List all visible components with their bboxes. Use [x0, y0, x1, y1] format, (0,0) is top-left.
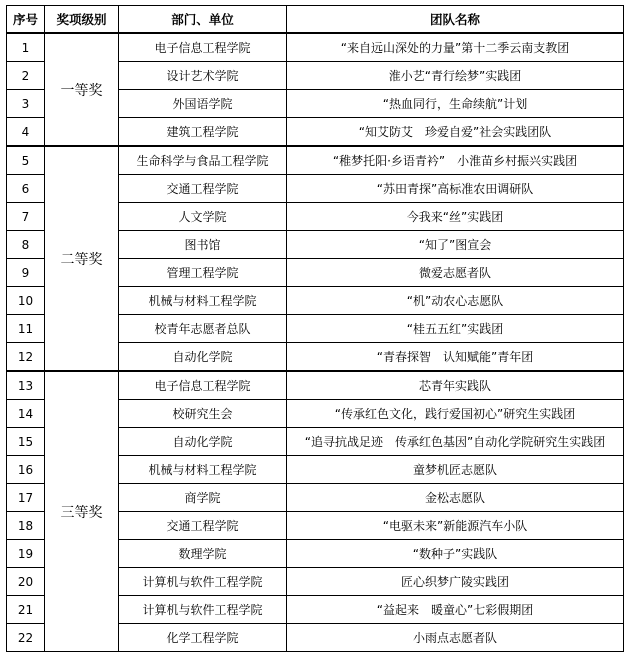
row-index: 13 — [7, 371, 45, 400]
row-index: 19 — [7, 540, 45, 568]
row-department: 自动化学院 — [119, 343, 287, 372]
row-department: 校青年志愿者总队 — [119, 315, 287, 343]
row-department: 管理工程学院 — [119, 259, 287, 287]
row-team-name: “桂五五红”实践团 — [287, 315, 624, 343]
row-department: 校研究生会 — [119, 400, 287, 428]
row-index: 18 — [7, 512, 45, 540]
row-department: 商学院 — [119, 484, 287, 512]
row-index: 17 — [7, 484, 45, 512]
table-row — [7, 33, 624, 62]
row-department: 数理学院 — [119, 540, 287, 568]
row-index: 9 — [7, 259, 45, 287]
row-team-name: 今我来“丝”实践团 — [287, 203, 624, 231]
row-index: 7 — [7, 203, 45, 231]
row-team-name: “热血同行，生命续航”计划 — [287, 90, 624, 118]
row-index: 14 — [7, 400, 45, 428]
row-team-name: “机”动农心志愿队 — [287, 287, 624, 315]
row-index: 4 — [7, 118, 45, 147]
row-team-name: “知了”图宣会 — [287, 231, 624, 259]
award-table — [6, 5, 624, 652]
table-row — [7, 146, 624, 175]
row-department: 图书馆 — [119, 231, 287, 259]
row-team-name: 童梦机匠志愿队 — [287, 456, 624, 484]
row-team-name: 小雨点志愿者队 — [287, 624, 624, 652]
row-team-name: “苏田青探”高标准农田调研队 — [287, 175, 624, 203]
row-team-name: “青春探智 认知赋能”青年团 — [287, 343, 624, 372]
row-department: 自动化学院 — [119, 428, 287, 456]
row-department: 生命科学与食品工程学院 — [119, 146, 287, 175]
row-team-name: 淮小艺“青行绘梦”实践团 — [287, 62, 624, 90]
row-team-name: “益起来 暖童心”七彩假期团 — [287, 596, 624, 624]
row-index: 22 — [7, 624, 45, 652]
row-index: 3 — [7, 90, 45, 118]
row-index: 12 — [7, 343, 45, 372]
row-index: 5 — [7, 146, 45, 175]
row-team-name: 芯青年实践队 — [287, 371, 624, 400]
row-index: 2 — [7, 62, 45, 90]
row-department: 交通工程学院 — [119, 512, 287, 540]
header-team: 团队名称 — [287, 6, 624, 34]
header-department: 部门、单位 — [119, 6, 287, 34]
row-department: 电子信息工程学院 — [119, 371, 287, 400]
row-team-name: 匠心织梦广陵实践团 — [287, 568, 624, 596]
award-level: 一等奖 — [45, 33, 119, 146]
header-row — [7, 6, 624, 34]
row-department: 电子信息工程学院 — [119, 33, 287, 62]
row-department: 机械与材料工程学院 — [119, 287, 287, 315]
row-department: 交通工程学院 — [119, 175, 287, 203]
row-department: 机械与材料工程学院 — [119, 456, 287, 484]
row-index: 1 — [7, 33, 45, 62]
row-department: 人文学院 — [119, 203, 287, 231]
row-index: 8 — [7, 231, 45, 259]
header-index: 序号 — [7, 6, 45, 34]
row-index: 11 — [7, 315, 45, 343]
row-index: 6 — [7, 175, 45, 203]
row-team-name: “追寻抗战足迹 传承红色基因”自动化学院研究生实践团 — [287, 428, 624, 456]
row-team-name: “知艾防艾 珍爱自爱”社会实践团队 — [287, 118, 624, 147]
row-index: 10 — [7, 287, 45, 315]
table-body — [7, 33, 624, 652]
row-team-name: “数种子”实践队 — [287, 540, 624, 568]
row-department: 外国语学院 — [119, 90, 287, 118]
row-team-name: “传承红色文化，践行爱国初心”研究生实践团 — [287, 400, 624, 428]
award-level: 三等奖 — [45, 371, 119, 652]
row-department: 设计艺术学院 — [119, 62, 287, 90]
row-department: 计算机与软件工程学院 — [119, 568, 287, 596]
row-department: 建筑工程学院 — [119, 118, 287, 147]
header-level: 奖项级别 — [45, 6, 119, 34]
row-index: 21 — [7, 596, 45, 624]
row-team-name: “电驱未来”新能源汽车小队 — [287, 512, 624, 540]
table-row — [7, 371, 624, 400]
award-level: 二等奖 — [45, 146, 119, 371]
row-department: 计算机与软件工程学院 — [119, 596, 287, 624]
row-index: 20 — [7, 568, 45, 596]
row-team-name: “来自远山深处的力量”第十二季云南支教团 — [287, 33, 624, 62]
row-index: 15 — [7, 428, 45, 456]
row-team-name: 金松志愿队 — [287, 484, 624, 512]
row-team-name: “稚梦托阳·乡语青衿” 小淮苗乡村振兴实践团 — [287, 146, 624, 175]
row-department: 化学工程学院 — [119, 624, 287, 652]
row-index: 16 — [7, 456, 45, 484]
row-team-name: 微爱志愿者队 — [287, 259, 624, 287]
